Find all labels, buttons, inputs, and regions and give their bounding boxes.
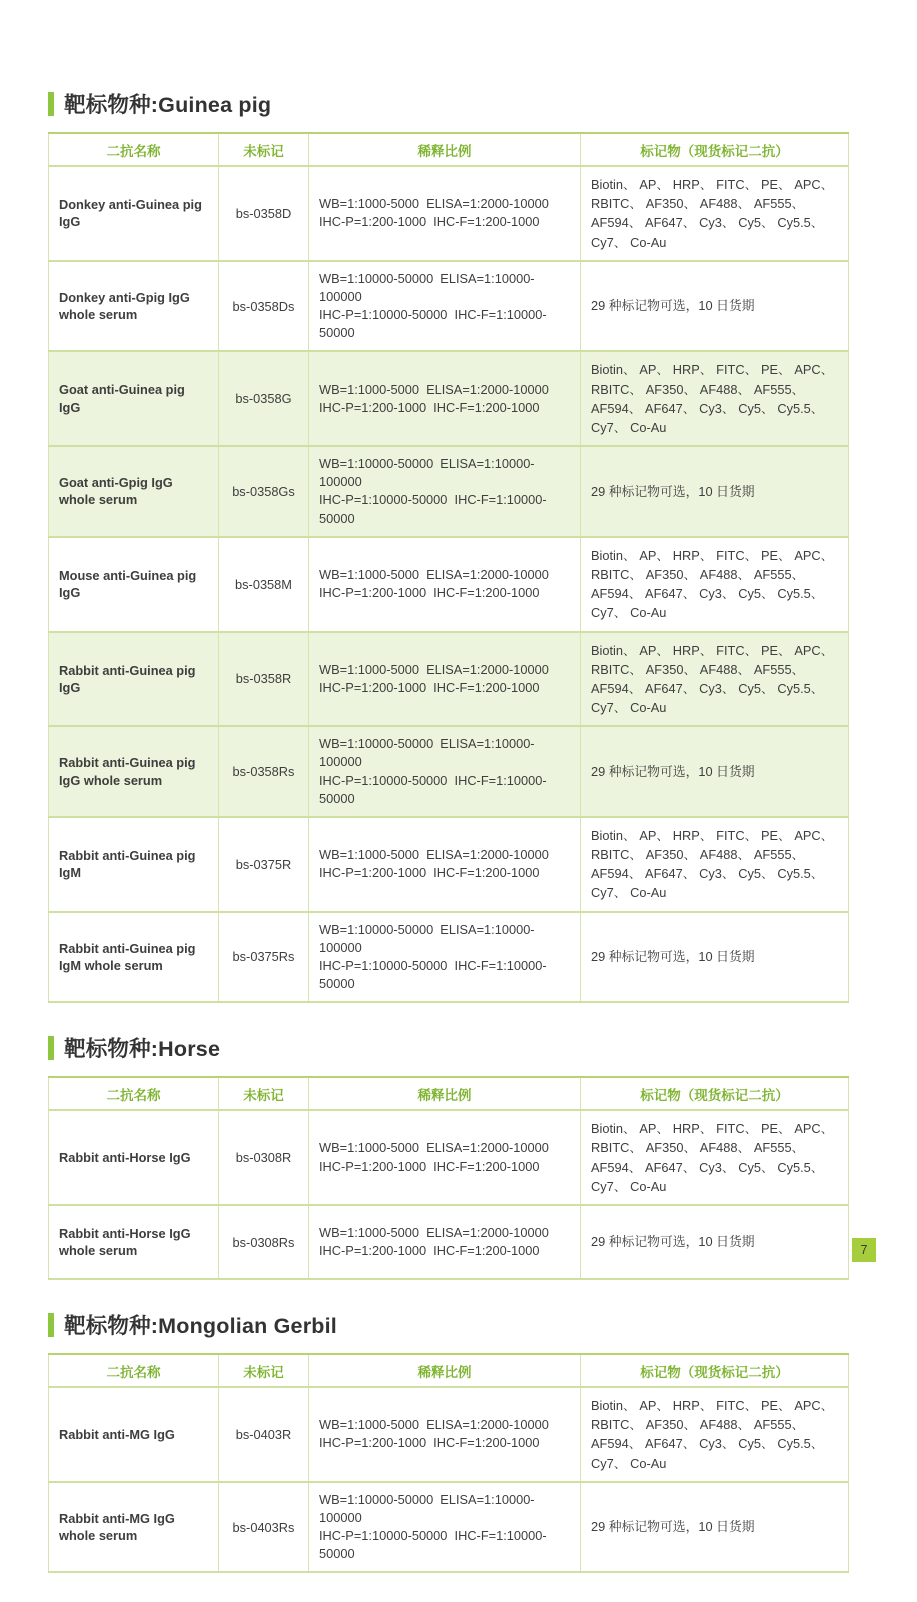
dilution-cell (309, 817, 581, 912)
table-row (49, 1387, 849, 1482)
antibody-name-cell: Donkey anti-Guinea pig IgG (49, 166, 219, 261)
antibody-name-cell: Rabbit anti-Guinea pig IgG whole serum (49, 726, 219, 817)
table-row (49, 351, 849, 446)
markers-cell: Biotin、 AP、 HRP、 FITC、 PE、 APC、 RBITC、 AF350、 AF488、 AF555、 AF594、 AF647、 Cy3、 Cy5、 Cy5.5、 Cy7、 Co-Au (581, 1110, 849, 1205)
species-section (48, 1309, 848, 1573)
antibody-name-cell: Mouse anti-Guinea pig IgG (49, 537, 219, 632)
col-header-antibody-name: 二抗名称 (49, 1077, 219, 1110)
col-header-markers: 标记物（现货标记二抗） (581, 1077, 849, 1110)
antibody-name-cell: Rabbit anti-Guinea pig IgM whole serum (49, 912, 219, 1003)
dilution-cell (309, 1482, 581, 1573)
col-header-unlabeled: 未标记 (219, 133, 309, 166)
dilution-cell (309, 1110, 581, 1205)
section-title (48, 1032, 848, 1063)
antibody-name-cell: Donkey anti-Gpig IgG whole serum (49, 261, 219, 352)
dilution-line: IHC-P=1:10000-50000 IHC-F=1:10000-50000 (319, 1528, 547, 1562)
table-head (49, 1354, 849, 1387)
antibody-table (48, 132, 849, 1003)
dilution-line: WB=1:1000-5000 ELISA=1:2000-10000 (319, 1224, 549, 1240)
catalog-number-cell: bs-0403R (219, 1387, 309, 1482)
dilution-line: IHC-P=1:10000-50000 IHC-F=1:10000-50000 (319, 772, 547, 806)
table-header-row (49, 133, 849, 166)
dilution-line: WB=1:10000-50000 ELISA=1:10000-100000 (319, 270, 535, 304)
antibody-name-cell: Rabbit anti-Horse IgG whole serum (49, 1205, 219, 1279)
col-header-dilution: 稀释比例 (309, 133, 581, 166)
antibody-table (48, 1076, 849, 1280)
dilution-line: IHC-P=1:200-1000 IHC-F=1:200-1000 (319, 1435, 540, 1451)
markers-cell: 29 种标记物可选，10 日货期 (581, 446, 849, 537)
species-section (48, 1032, 848, 1280)
table-row (49, 726, 849, 817)
dilution-line: IHC-P=1:200-1000 IHC-F=1:200-1000 (319, 214, 540, 230)
table-body (49, 1387, 849, 1572)
markers-cell: Biotin、 AP、 HRP、 FITC、 PE、 APC、 RBITC、 AF350、 AF488、 AF555、 AF594、 AF647、 Cy3、 Cy5、 Cy5.5、 Cy7、 Co-Au (581, 537, 849, 632)
dilution-cell (309, 1387, 581, 1482)
dilution-line: IHC-P=1:200-1000 IHC-F=1:200-1000 (319, 679, 540, 695)
markers-cell: Biotin、 AP、 HRP、 FITC、 PE、 APC、 RBITC、 AF350、 AF488、 AF555、 AF594、 AF647、 Cy3、 Cy5、 Cy5.5、 Cy7、 Co-Au (581, 1387, 849, 1482)
dilution-line: IHC-P=1:200-1000 IHC-F=1:200-1000 (319, 399, 540, 415)
table-head (49, 133, 849, 166)
dilution-line: IHC-P=1:200-1000 IHC-F=1:200-1000 (319, 865, 540, 881)
catalog-number-cell: bs-0358Ds (219, 261, 309, 352)
col-header-unlabeled: 未标记 (219, 1077, 309, 1110)
dilution-cell (309, 166, 581, 261)
dilution-cell (309, 261, 581, 352)
title-accent-bar-icon (48, 1313, 54, 1337)
dilution-cell (309, 726, 581, 817)
table-row (49, 632, 849, 727)
catalog-number-cell: bs-0358D (219, 166, 309, 261)
table-row (49, 1110, 849, 1205)
col-header-markers: 标记物（现货标记二抗） (581, 133, 849, 166)
markers-cell: 29 种标记物可选，10 日货期 (581, 1482, 849, 1573)
markers-cell: Biotin、 AP、 HRP、 FITC、 PE、 APC、 RBITC、 AF350、 AF488、 AF555、 AF594、 AF647、 Cy3、 Cy5、 Cy5.5、 Cy7、 Co-Au (581, 817, 849, 912)
section-title-text: 靶标物种:Mongolian Gerbil (64, 1314, 337, 1338)
table-row (49, 261, 849, 352)
page-content (48, 88, 848, 1602)
species-section (48, 88, 848, 1003)
dilution-cell (309, 351, 581, 446)
section-title-text: 靶标物种:Horse (64, 1037, 221, 1062)
col-header-antibody-name: 二抗名称 (49, 1354, 219, 1387)
dilution-cell (309, 632, 581, 727)
dilution-line: WB=1:1000-5000 ELISA=1:2000-10000 (319, 196, 549, 212)
table-row (49, 446, 849, 537)
table-body (49, 166, 849, 1002)
col-header-dilution: 稀释比例 (309, 1077, 581, 1110)
dilution-line: WB=1:1000-5000 ELISA=1:2000-10000 (319, 661, 549, 677)
section-title (48, 1309, 848, 1340)
markers-cell: 29 种标记物可选，10 日货期 (581, 912, 849, 1003)
dilution-cell (309, 1205, 581, 1279)
table-head (49, 1077, 849, 1110)
catalog-number-cell: bs-0358M (219, 537, 309, 632)
antibody-table (48, 1353, 849, 1573)
antibody-name-cell: Rabbit anti-Horse IgG (49, 1110, 219, 1205)
dilution-cell (309, 446, 581, 537)
antibody-name-cell: Rabbit anti-Guinea pig IgG (49, 632, 219, 727)
dilution-line: WB=1:10000-50000 ELISA=1:10000-100000 (319, 921, 535, 955)
table-row (49, 1205, 849, 1279)
col-header-antibody-name: 二抗名称 (49, 133, 219, 166)
dilution-line: IHC-P=1:200-1000 IHC-F=1:200-1000 (319, 1243, 540, 1258)
catalog-number-cell: bs-0358G (219, 351, 309, 446)
dilution-line: IHC-P=1:10000-50000 IHC-F=1:10000-50000 (319, 307, 547, 341)
markers-cell: 29 种标记物可选，10 日货期 (581, 1205, 849, 1279)
catalog-number-cell: bs-0308Rs (219, 1205, 309, 1279)
dilution-line: WB=1:1000-5000 ELISA=1:2000-10000 (319, 381, 549, 397)
table-header-row (49, 1077, 849, 1110)
catalog-number-cell: bs-0375R (219, 817, 309, 912)
table-row (49, 537, 849, 632)
catalog-number-cell: bs-0358R (219, 632, 309, 727)
antibody-name-cell: Goat anti-Guinea pig IgG (49, 351, 219, 446)
title-accent-bar-icon (48, 92, 54, 116)
table-row (49, 912, 849, 1003)
dilution-line: WB=1:1000-5000 ELISA=1:2000-10000 (319, 1417, 549, 1433)
antibody-name-cell: Rabbit anti-MG IgG whole serum (49, 1482, 219, 1573)
page-number: 7 (860, 1243, 868, 1257)
dilution-line: IHC-P=1:10000-50000 IHC-F=1:10000-50000 (319, 957, 547, 992)
dilution-line: WB=1:10000-50000 ELISA=1:10000-100000 (319, 736, 535, 770)
antibody-name-cell: Goat anti-Gpig IgG whole serum (49, 446, 219, 537)
dilution-line: IHC-P=1:200-1000 IHC-F=1:200-1000 (319, 585, 540, 601)
catalog-number-cell: bs-0358Rs (219, 726, 309, 817)
dilution-line: WB=1:10000-50000 ELISA=1:10000-100000 (319, 1491, 535, 1525)
catalog-number-cell: bs-0375Rs (219, 912, 309, 1003)
dilution-cell (309, 912, 581, 1003)
dilution-line: WB=1:1000-5000 ELISA=1:2000-10000 (319, 847, 549, 863)
section-title (48, 88, 848, 119)
catalog-number-cell: bs-0358Gs (219, 446, 309, 537)
page-number-badge (852, 1238, 876, 1262)
table-row (49, 166, 849, 261)
col-header-unlabeled: 未标记 (219, 1354, 309, 1387)
dilution-line: WB=1:1000-5000 ELISA=1:2000-10000 (319, 1140, 549, 1156)
markers-cell: 29 种标记物可选，10 日货期 (581, 726, 849, 817)
title-accent-bar-icon (48, 1036, 54, 1060)
table-header-row (49, 1354, 849, 1387)
catalog-number-cell: bs-0308R (219, 1110, 309, 1205)
section-title-text: 靶标物种:Guinea pig (64, 93, 272, 117)
antibody-name-cell: Rabbit anti-Guinea pig IgM (49, 817, 219, 912)
catalog-number-cell: bs-0403Rs (219, 1482, 309, 1573)
dilution-line: IHC-P=1:200-1000 IHC-F=1:200-1000 (319, 1158, 540, 1174)
col-header-dilution: 稀释比例 (309, 1354, 581, 1387)
dilution-line: WB=1:1000-5000 ELISA=1:2000-10000 (319, 566, 549, 582)
markers-cell: Biotin、 AP、 HRP、 FITC、 PE、 APC、 RBITC、 AF350、 AF488、 AF555、 AF594、 AF647、 Cy3、 Cy5、 Cy5.5、 Cy7、 Co-Au (581, 632, 849, 727)
table-row (49, 1482, 849, 1573)
dilution-line: IHC-P=1:10000-50000 IHC-F=1:10000-50000 (319, 492, 547, 526)
table-body (49, 1110, 849, 1279)
dilution-cell (309, 537, 581, 632)
markers-cell: Biotin、 AP、 HRP、 FITC、 PE、 APC、 RBITC、 AF350、 AF488、 AF555、 AF594、 AF647、 Cy3、 Cy5、 Cy5.5、 Cy7、 Co-Au (581, 351, 849, 446)
table-row (49, 817, 849, 912)
dilution-line: WB=1:10000-50000 ELISA=1:10000-100000 (319, 456, 535, 490)
col-header-markers: 标记物（现货标记二抗） (581, 1354, 849, 1387)
antibody-name-cell: Rabbit anti-MG IgG (49, 1387, 219, 1482)
markers-cell: Biotin、 AP、 HRP、 FITC、 PE、 APC、 RBITC、 AF350、 AF488、 AF555、 AF594、 AF647、 Cy3、 Cy5、 Cy5.5、 Cy7、 Co-Au (581, 166, 849, 261)
markers-cell: 29 种标记物可选，10 日货期 (581, 261, 849, 352)
